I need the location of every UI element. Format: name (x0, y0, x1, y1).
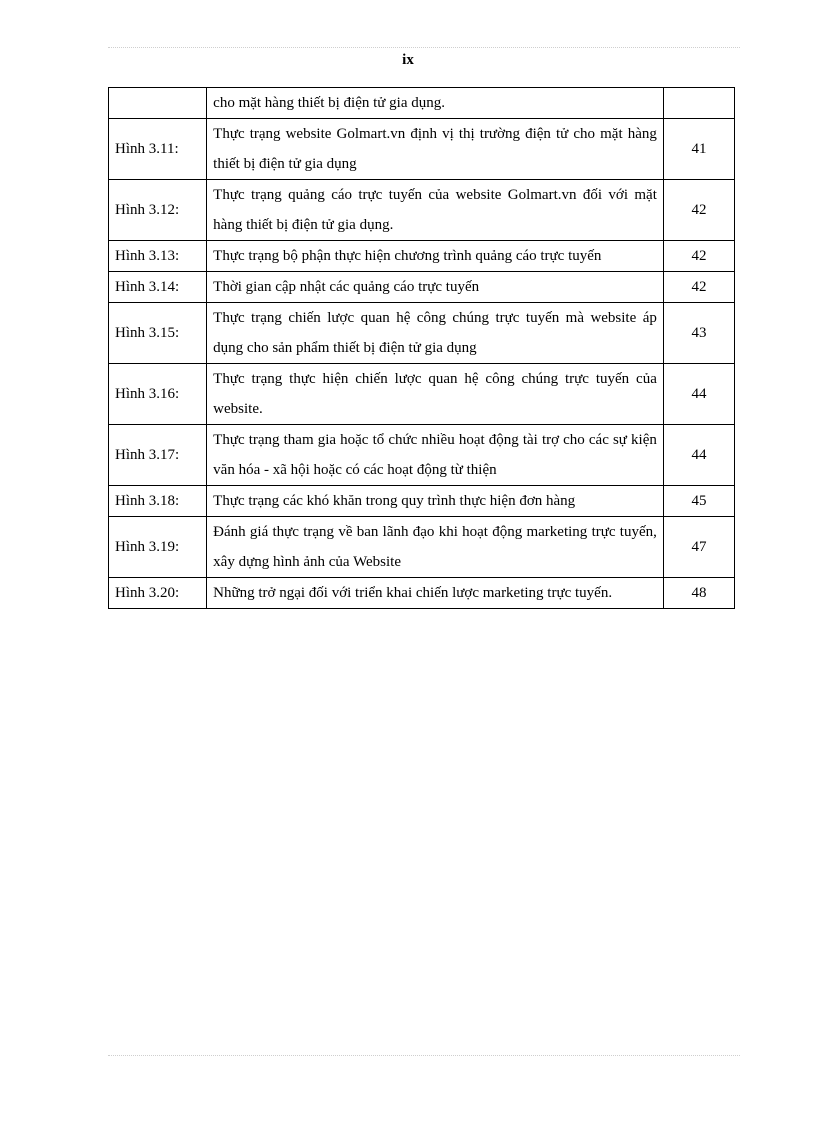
figure-label: Hình 3.11: (109, 119, 207, 180)
figure-description: Thực trạng các khó khăn trong quy trình thực hiện đơn hàng (207, 486, 664, 517)
figure-list-table (108, 87, 735, 609)
figure-label: Hình 3.16: (109, 364, 207, 425)
table-row (109, 180, 735, 241)
figure-description: Đánh giá thực trạng về ban lãnh đạo khi hoạt động marketing trực tuyến, xây dựng hình ảnh của Website (207, 517, 664, 578)
figure-description: Thực trạng quảng cáo trực tuyến của website Golmart.vn đối với mặt hàng thiết bị điện tử gia dụng. (207, 180, 664, 241)
figure-label: Hình 3.18: (109, 486, 207, 517)
table-row (109, 303, 735, 364)
header-rule (108, 47, 740, 48)
table-row (109, 486, 735, 517)
figure-description: cho mặt hàng thiết bị điện tử gia dụng. (207, 88, 664, 119)
figure-page-number: 42 (663, 272, 734, 303)
figure-page-number: 47 (663, 517, 734, 578)
figure-list-body (109, 88, 735, 609)
table-row (109, 517, 735, 578)
table-row (109, 425, 735, 486)
figure-page-number: 45 (663, 486, 734, 517)
figure-page-number: 42 (663, 180, 734, 241)
figure-label: Hình 3.12: (109, 180, 207, 241)
figure-label: Hình 3.14: (109, 272, 207, 303)
figure-page-number (663, 88, 734, 119)
figure-description: Thực trạng bộ phận thực hiện chương trình quảng cáo trực tuyến (207, 241, 664, 272)
table-row (109, 272, 735, 303)
table-row (109, 578, 735, 609)
table-row (109, 119, 735, 180)
figure-label: Hình 3.15: (109, 303, 207, 364)
figure-label: Hình 3.20: (109, 578, 207, 609)
figure-description: Thời gian cập nhật các quảng cáo trực tuyến (207, 272, 664, 303)
figure-page-number: 41 (663, 119, 734, 180)
figure-label: Hình 3.17: (109, 425, 207, 486)
figure-page-number: 44 (663, 364, 734, 425)
table-row (109, 88, 735, 119)
figure-description: Thực trạng tham gia hoặc tổ chức nhiều hoạt động tài trợ cho các sự kiện văn hóa - xã hội hoặc có các hoạt động từ thiện (207, 425, 664, 486)
figure-page-number: 48 (663, 578, 734, 609)
page-number: ix (402, 52, 414, 68)
table-row (109, 241, 735, 272)
figure-description: Những trở ngại đối với triển khai chiến lược marketing trực tuyến. (207, 578, 664, 609)
table-row (109, 364, 735, 425)
figure-label: Hình 3.13: (109, 241, 207, 272)
figure-description: Thực trạng chiến lược quan hệ công chúng trực tuyến mà website áp dụng cho sản phẩm thiết bị điện tử gia dụng (207, 303, 664, 364)
figure-label: Hình 3.19: (109, 517, 207, 578)
figure-description: Thực trạng thực hiện chiến lược quan hệ công chúng trực tuyến của website. (207, 364, 664, 425)
figure-label (109, 88, 207, 119)
figure-description: Thực trạng website Golmart.vn định vị thị trường điện tử cho mặt hàng thiết bị điện tử gia dụng (207, 119, 664, 180)
figure-page-number: 43 (663, 303, 734, 364)
figure-page-number: 44 (663, 425, 734, 486)
figure-page-number: 42 (663, 241, 734, 272)
footer-rule (108, 1055, 740, 1056)
